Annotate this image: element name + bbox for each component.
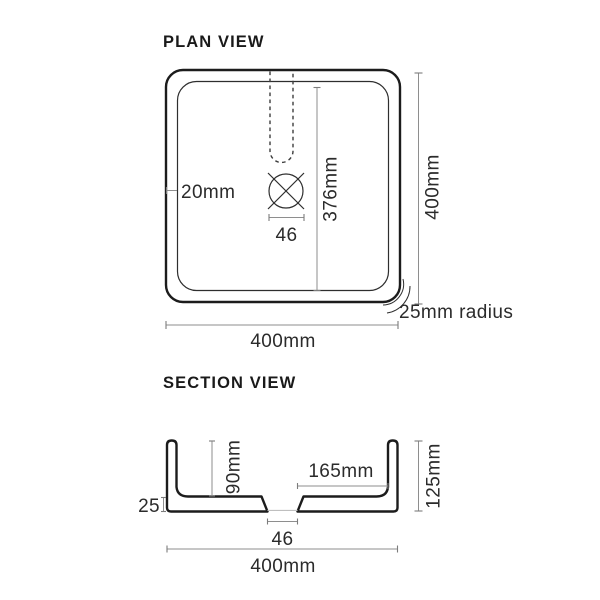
section-dim-inner-depth-label: 90mm [223, 439, 245, 495]
section-dim-base-thickness-label: 25 [138, 496, 160, 517]
plan-view-title: PLAN VIEW [163, 33, 265, 51]
section-dim-drain-width-label: 46 [271, 529, 294, 550]
plan-view [163, 33, 513, 352]
plan-corner-radius-label: 25mm radius [399, 302, 514, 323]
plan-dim-inner-length-label: 376mm [320, 156, 342, 222]
section-dim-overall-height [415, 441, 445, 511]
section-dim-drain-to-wall-label: 165mm [308, 461, 374, 482]
section-dim-overall-width-label: 400mm [250, 556, 316, 577]
plan-dim-overall-height-label: 400mm [422, 154, 444, 220]
section-dim-drain-width [268, 519, 298, 551]
plan-dim-overall-width-label: 400mm [250, 331, 316, 352]
section-dim-base-thickness [138, 496, 166, 517]
plan-dim-overall-width [166, 321, 398, 352]
section-view [138, 374, 444, 577]
plan-corner-radius-callout [383, 279, 513, 323]
plan-dim-overall-height [415, 73, 444, 304]
section-dim-inner-depth [209, 440, 245, 496]
plan-dim-drain-width-label: 46 [275, 225, 298, 246]
section-dim-overall-height-label: 125mm [423, 443, 445, 509]
section-profile-left [167, 441, 268, 512]
section-view-title: SECTION VIEW [163, 374, 297, 392]
section-dim-drain-to-wall [298, 461, 389, 489]
section-dim-overall-width [167, 546, 398, 578]
plan-dim-wall-thickness-label: 20mm [181, 182, 236, 203]
